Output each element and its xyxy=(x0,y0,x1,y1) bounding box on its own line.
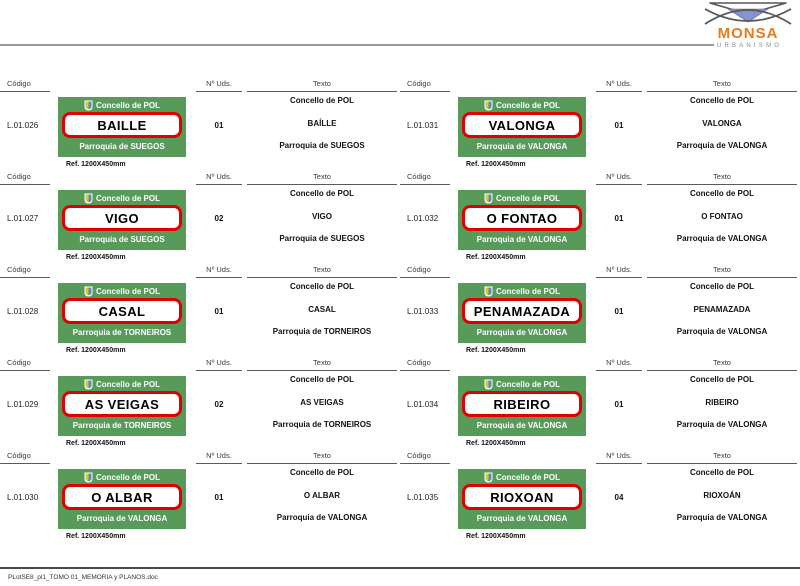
sign-graphic xyxy=(58,283,188,354)
column-header-texto: Texto xyxy=(647,358,797,371)
uds-value: 01 xyxy=(614,121,624,130)
sign-parroquia-text: Parroquia de VALONGA xyxy=(476,328,568,337)
texto-column xyxy=(647,375,797,429)
codigo-value: L.01.032 xyxy=(407,214,439,223)
column-header-uds: Nº Uds. xyxy=(596,265,642,278)
texto-line-name: O FONTAO xyxy=(701,211,743,221)
sign-parroquia-text: Parroquia de VALONGA xyxy=(476,142,568,151)
shield-icon xyxy=(84,193,93,204)
sign-place-name: RIBEIRO xyxy=(493,396,551,412)
sign-graphic xyxy=(58,190,188,261)
texto-column xyxy=(247,468,397,522)
texto-line-parroquia: Parroquia de VALONGA xyxy=(676,327,768,336)
sign-header-row xyxy=(58,190,186,205)
sign-entry-block xyxy=(0,171,400,264)
texto-line-parroquia: Parroquia de TORNEIROS xyxy=(272,327,372,336)
texto-column xyxy=(647,189,797,243)
texto-column xyxy=(247,282,397,336)
shield-icon xyxy=(484,100,493,111)
shield-icon xyxy=(84,472,93,483)
shield-icon xyxy=(84,100,93,111)
sign-name-plate xyxy=(462,391,582,417)
sign-header-row xyxy=(58,97,186,112)
column-header-uds: Nº Uds. xyxy=(196,79,242,92)
texto-line-name: VALONGA xyxy=(702,118,742,128)
sign-panel xyxy=(458,469,586,529)
sign-graphic xyxy=(458,97,588,168)
sign-panel xyxy=(58,190,186,250)
codigo-value: L.01.026 xyxy=(7,121,39,130)
sign-header-text: Concello de POL xyxy=(95,287,160,296)
uds-value: 01 xyxy=(214,493,224,502)
sign-ref-dimensions: Ref. 1200X450mm xyxy=(66,161,126,168)
sign-place-name: VIGO xyxy=(104,210,140,226)
sign-entry-block xyxy=(400,450,800,543)
sign-parroquia-text: Parroquia de VALONGA xyxy=(476,235,568,244)
sign-name-plate xyxy=(62,484,182,510)
sign-name-plate xyxy=(462,205,582,231)
entries-grid xyxy=(0,78,800,543)
column-header-texto: Texto xyxy=(247,451,397,464)
column-header-codigo: Código xyxy=(400,358,450,371)
column-header-uds: Nº Uds. xyxy=(196,172,242,185)
sign-parroquia-text: Parroquia de VALONGA xyxy=(476,514,568,523)
sign-graphic xyxy=(458,376,588,447)
texto-line-concello: Concello de POL xyxy=(289,189,354,198)
sign-ref-dimensions: Ref. 1200X450mm xyxy=(66,254,126,261)
sign-panel xyxy=(58,469,186,529)
texto-line-parroquia: Parroquia de TORNEIROS xyxy=(272,420,372,429)
column-header-texto: Texto xyxy=(647,79,797,92)
sign-ref-dimensions: Ref. 1200X450mm xyxy=(66,347,126,354)
sign-panel xyxy=(458,190,586,250)
brand-subtitle: URBANISMO xyxy=(716,43,783,49)
sign-entry-block xyxy=(0,450,400,543)
column-header-texto: Texto xyxy=(647,265,797,278)
texto-column xyxy=(247,96,397,150)
sign-header-row xyxy=(458,97,586,112)
uds-value: 02 xyxy=(214,214,224,223)
sign-ref-dimensions: Ref. 1200X450mm xyxy=(66,533,126,540)
texto-line-parroquia: Parroquia de SUEGOS xyxy=(279,234,365,243)
texto-line-concello: Concello de POL xyxy=(289,375,354,384)
sign-entry-block xyxy=(0,264,400,357)
column-header-texto: Texto xyxy=(247,172,397,185)
column-header-codigo: Código xyxy=(400,172,450,185)
texto-line-parroquia: Parroquia de VALONGA xyxy=(276,513,368,522)
sign-parroquia-text: Parroquia de TORNEIROS xyxy=(72,328,172,337)
codigo-value: L.01.031 xyxy=(407,121,439,130)
sign-place-name: O ALBAR xyxy=(91,489,153,505)
sign-place-name: BAILLE xyxy=(97,117,147,133)
sign-header-row xyxy=(458,469,586,484)
entries-column-right xyxy=(400,78,800,543)
codigo-value: L.01.035 xyxy=(407,493,439,502)
sign-name-plate xyxy=(62,112,182,138)
sign-graphic xyxy=(458,190,588,261)
texto-line-concello: Concello de POL xyxy=(289,282,354,291)
sign-header-text: Concello de POL xyxy=(95,473,160,482)
uds-value: 01 xyxy=(214,307,224,316)
column-header-codigo: Código xyxy=(400,265,450,278)
uds-value: 01 xyxy=(614,307,624,316)
sign-ref-dimensions: Ref. 1200X450mm xyxy=(466,254,526,261)
column-header-uds: Nº Uds. xyxy=(196,358,242,371)
sign-name-plate xyxy=(62,298,182,324)
sign-name-plate xyxy=(62,205,182,231)
sign-parroquia-text: Parroquia de VALONGA xyxy=(476,421,568,430)
sign-graphic xyxy=(58,376,188,447)
sign-place-name: VALONGA xyxy=(488,117,556,133)
sign-ref-dimensions: Ref. 1200X450mm xyxy=(466,347,526,354)
texto-line-concello: Concello de POL xyxy=(689,468,754,477)
sign-header-text: Concello de POL xyxy=(95,194,160,203)
uds-value: 04 xyxy=(614,493,624,502)
top-divider-line xyxy=(0,44,714,46)
sign-header-text: Concello de POL xyxy=(495,287,560,296)
uds-value: 01 xyxy=(214,121,224,130)
sign-place-name: RIOXOAN xyxy=(490,489,554,505)
fish-logo-icon xyxy=(700,1,796,26)
texto-line-concello: Concello de POL xyxy=(689,375,754,384)
column-header-texto: Texto xyxy=(247,265,397,278)
sign-header-text: Concello de POL xyxy=(495,101,560,110)
texto-line-parroquia: Parroquia de VALONGA xyxy=(676,513,768,522)
sign-place-name: O FONTAO xyxy=(486,210,558,226)
sign-panel xyxy=(58,97,186,157)
sign-parroquia-text: Parroquia de SUEGOS xyxy=(79,142,165,151)
sign-name-plate xyxy=(62,391,182,417)
sign-entry-block xyxy=(0,78,400,171)
sign-name-plate xyxy=(462,112,582,138)
document-filename: PLotSE8_pl1_TOMO 01_MEMORIA y PLANOS.doc xyxy=(8,574,158,581)
sign-header-row xyxy=(458,283,586,298)
codigo-value: L.01.033 xyxy=(407,307,439,316)
texto-line-parroquia: Parroquia de VALONGA xyxy=(676,420,768,429)
sign-entry-block xyxy=(400,264,800,357)
codigo-value: L.01.030 xyxy=(7,493,39,502)
codigo-value: L.01.028 xyxy=(7,307,39,316)
sign-ref-dimensions: Ref. 1200X450mm xyxy=(466,440,526,447)
shield-icon xyxy=(84,379,93,390)
footer-divider-line xyxy=(0,567,800,569)
texto-line-concello: Concello de POL xyxy=(289,96,354,105)
texto-column xyxy=(247,189,397,243)
sign-place-name: PENAMAZADA xyxy=(473,303,571,319)
sign-graphic xyxy=(458,469,588,540)
column-header-codigo: Código xyxy=(0,358,50,371)
sign-graphic xyxy=(58,97,188,168)
texto-line-parroquia: Parroquia de VALONGA xyxy=(676,234,768,243)
sign-panel xyxy=(458,283,586,343)
sign-entry-block xyxy=(400,78,800,171)
column-header-uds: Nº Uds. xyxy=(596,172,642,185)
codigo-value: L.01.029 xyxy=(7,400,39,409)
column-header-codigo: Código xyxy=(0,265,50,278)
texto-line-concello: Concello de POL xyxy=(289,468,354,477)
sign-header-row xyxy=(58,469,186,484)
sign-header-row xyxy=(458,190,586,205)
column-header-uds: Nº Uds. xyxy=(596,451,642,464)
column-header-codigo: Código xyxy=(0,451,50,464)
column-header-uds: Nº Uds. xyxy=(596,358,642,371)
column-header-texto: Texto xyxy=(647,172,797,185)
sign-graphic xyxy=(458,283,588,354)
brand-name: MONSA xyxy=(717,25,779,42)
column-header-uds: Nº Uds. xyxy=(196,451,242,464)
sign-entry-block xyxy=(400,357,800,450)
column-header-texto: Texto xyxy=(247,79,397,92)
texto-line-parroquia: Parroquia de VALONGA xyxy=(676,141,768,150)
texto-line-name: BAÍLLE xyxy=(307,118,337,128)
shield-icon xyxy=(84,286,93,297)
sign-header-row xyxy=(58,376,186,391)
sign-panel xyxy=(458,376,586,436)
sign-parroquia-text: Parroquia de VALONGA xyxy=(76,514,168,523)
texto-line-name: RIOXOÁN xyxy=(703,490,741,500)
sign-header-text: Concello de POL xyxy=(95,380,160,389)
sign-panel xyxy=(458,97,586,157)
texto-line-parroquia: Parroquia de SUEGOS xyxy=(279,141,365,150)
texto-line-concello: Concello de POL xyxy=(689,96,754,105)
sign-entry-block xyxy=(400,171,800,264)
texto-line-name: RIBEIRO xyxy=(705,397,739,407)
column-header-codigo: Código xyxy=(400,79,450,92)
shield-icon xyxy=(484,379,493,390)
texto-line-name: O ALBAR xyxy=(303,490,341,500)
column-header-uds: Nº Uds. xyxy=(596,79,642,92)
texto-column xyxy=(647,96,797,150)
texto-line-name: CASAL xyxy=(308,304,336,314)
uds-value: 01 xyxy=(614,214,624,223)
column-header-uds: Nº Uds. xyxy=(196,265,242,278)
sign-place-name: CASAL xyxy=(98,303,146,319)
sign-ref-dimensions: Ref. 1200X450mm xyxy=(66,440,126,447)
texto-line-name: PENAMAZADA xyxy=(693,304,751,314)
codigo-value: L.01.027 xyxy=(7,214,39,223)
sign-place-name: AS VEIGAS xyxy=(84,396,160,412)
sign-panel xyxy=(58,283,186,343)
sign-ref-dimensions: Ref. 1200X450mm xyxy=(466,161,526,168)
sign-name-plate xyxy=(462,298,582,324)
shield-icon xyxy=(484,472,493,483)
column-header-codigo: Código xyxy=(400,451,450,464)
sign-panel xyxy=(58,376,186,436)
column-header-codigo: Código xyxy=(0,172,50,185)
texto-column xyxy=(247,375,397,429)
uds-value: 02 xyxy=(214,400,224,409)
sign-header-text: Concello de POL xyxy=(495,194,560,203)
sign-entry-block xyxy=(0,357,400,450)
texto-column xyxy=(647,468,797,522)
sign-header-text: Concello de POL xyxy=(95,101,160,110)
entries-column-left xyxy=(0,78,400,543)
texto-line-name: AS VEIGAS xyxy=(300,397,344,407)
shield-icon xyxy=(484,193,493,204)
sign-graphic xyxy=(58,469,188,540)
sign-header-row xyxy=(458,376,586,391)
texto-line-name: VIGO xyxy=(311,211,332,221)
shield-icon xyxy=(484,286,493,297)
texto-line-concello: Concello de POL xyxy=(689,282,754,291)
sign-header-text: Concello de POL xyxy=(495,380,560,389)
sign-name-plate xyxy=(462,484,582,510)
column-header-texto: Texto xyxy=(247,358,397,371)
codigo-value: L.01.034 xyxy=(407,400,439,409)
sign-ref-dimensions: Ref. 1200X450mm xyxy=(466,533,526,540)
uds-value: 01 xyxy=(614,400,624,409)
texto-column xyxy=(647,282,797,336)
sign-parroquia-text: Parroquia de TORNEIROS xyxy=(72,421,172,430)
column-header-texto: Texto xyxy=(647,451,797,464)
texto-line-concello: Concello de POL xyxy=(689,189,754,198)
sign-header-row xyxy=(58,283,186,298)
sign-header-text: Concello de POL xyxy=(495,473,560,482)
company-logo xyxy=(700,1,796,49)
sign-parroquia-text: Parroquia de SUEGOS xyxy=(79,235,165,244)
column-header-codigo: Código xyxy=(0,79,50,92)
